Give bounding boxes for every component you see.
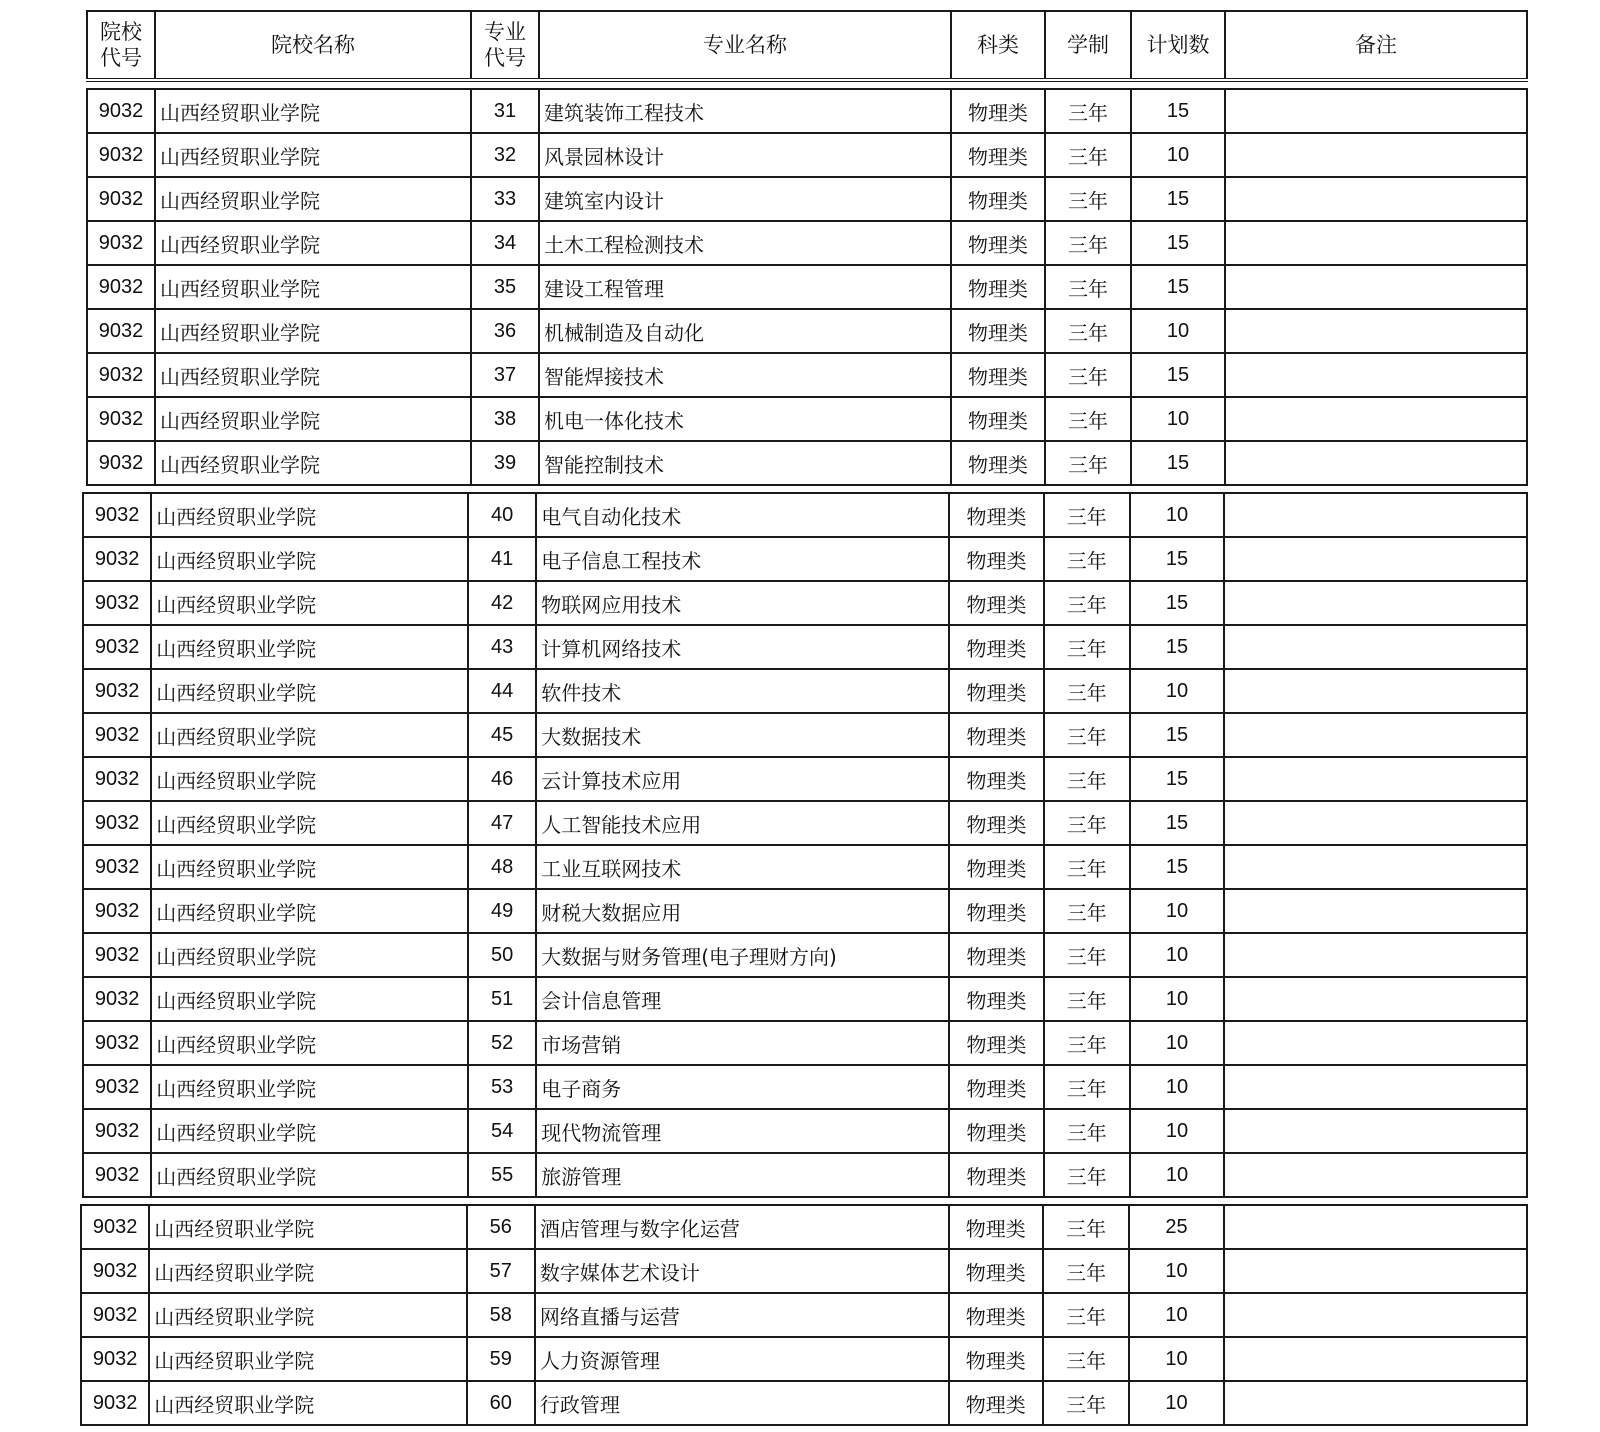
cell-category: 物理类 — [951, 441, 1045, 485]
admission-plan-sheet — [86, 10, 1526, 1426]
table-block-1 — [86, 88, 1528, 486]
table-block-3 — [80, 1204, 1528, 1426]
cell-duration: 三年 — [1044, 713, 1130, 757]
cell-school-code: 9032 — [81, 1337, 149, 1381]
cell-plan: 10 — [1131, 397, 1225, 441]
cell-school-code: 9032 — [83, 669, 151, 713]
cell-note — [1224, 669, 1527, 713]
cell-school-name: 山西经贸职业学院 — [151, 977, 468, 1021]
cell-major-name: 电子商务 — [536, 1065, 949, 1109]
cell-school-code: 9032 — [83, 1153, 151, 1197]
header-note: 备注 — [1225, 11, 1527, 80]
cell-category: 物理类 — [949, 581, 1043, 625]
table-block-2 — [82, 492, 1528, 1198]
cell-duration: 三年 — [1045, 309, 1131, 353]
cell-note — [1224, 1293, 1527, 1337]
cell-major-name: 电子信息工程技术 — [536, 537, 949, 581]
cell-major-code: 42 — [468, 581, 536, 625]
cell-school-name: 山西经贸职业学院 — [151, 713, 468, 757]
table-row — [83, 977, 1527, 1021]
cell-major-code: 48 — [468, 845, 536, 889]
cell-school-name: 山西经贸职业学院 — [151, 669, 468, 713]
header-school-code: 院校 代号 — [87, 11, 155, 80]
cell-duration: 三年 — [1044, 845, 1130, 889]
cell-duration: 三年 — [1044, 669, 1130, 713]
cell-school-name: 山西经贸职业学院 — [151, 493, 468, 537]
table-row — [87, 265, 1527, 309]
cell-school-name: 山西经贸职业学院 — [151, 757, 468, 801]
cell-major-code: 40 — [468, 493, 536, 537]
table-row — [87, 441, 1527, 485]
cell-duration: 三年 — [1044, 625, 1130, 669]
cell-category: 物理类 — [951, 309, 1045, 353]
cell-category: 物理类 — [949, 845, 1043, 889]
cell-major-name: 建设工程管理 — [539, 265, 951, 309]
table-row — [87, 177, 1527, 221]
cell-note — [1224, 1205, 1527, 1249]
table-row — [87, 353, 1527, 397]
cell-major-code: 37 — [471, 353, 539, 397]
table-row — [83, 713, 1527, 757]
cell-school-name: 山西经贸职业学院 — [155, 309, 471, 353]
cell-note — [1224, 1249, 1527, 1293]
cell-duration: 三年 — [1044, 1153, 1130, 1197]
cell-category: 物理类 — [949, 493, 1043, 537]
cell-category: 物理类 — [949, 1249, 1043, 1293]
cell-school-code: 9032 — [81, 1249, 149, 1293]
table-row — [87, 89, 1527, 133]
cell-note — [1225, 89, 1527, 133]
cell-school-name: 山西经贸职业学院 — [151, 1153, 468, 1197]
cell-note — [1224, 713, 1527, 757]
cell-school-name: 山西经贸职业学院 — [151, 889, 468, 933]
cell-plan: 10 — [1130, 669, 1224, 713]
cell-duration: 三年 — [1043, 1381, 1129, 1425]
cell-note — [1224, 1381, 1527, 1425]
cell-school-name: 山西经贸职业学院 — [155, 397, 471, 441]
cell-school-code: 9032 — [87, 309, 155, 353]
cell-school-code: 9032 — [83, 1021, 151, 1065]
cell-school-name: 山西经贸职业学院 — [149, 1249, 466, 1293]
cell-major-code: 57 — [467, 1249, 535, 1293]
cell-duration: 三年 — [1045, 441, 1131, 485]
cell-major-name: 云计算技术应用 — [536, 757, 949, 801]
cell-major-code: 47 — [468, 801, 536, 845]
cell-major-code: 33 — [471, 177, 539, 221]
cell-major-code: 36 — [471, 309, 539, 353]
cell-plan: 10 — [1130, 1021, 1224, 1065]
cell-category: 物理类 — [949, 757, 1043, 801]
cell-school-code: 9032 — [83, 1065, 151, 1109]
header-duration: 学制 — [1045, 11, 1131, 80]
cell-school-name: 山西经贸职业学院 — [151, 625, 468, 669]
cell-school-code: 9032 — [87, 397, 155, 441]
cell-duration: 三年 — [1045, 133, 1131, 177]
header-school-name: 院校名称 — [155, 11, 471, 80]
cell-category: 物理类 — [949, 1153, 1043, 1197]
header-major-code: 专业 代号 — [471, 11, 539, 80]
cell-school-name: 山西经贸职业学院 — [155, 89, 471, 133]
cell-major-name: 旅游管理 — [536, 1153, 949, 1197]
cell-plan: 10 — [1129, 1337, 1223, 1381]
cell-plan: 15 — [1131, 441, 1225, 485]
cell-duration: 三年 — [1044, 581, 1130, 625]
cell-category: 物理类 — [951, 133, 1045, 177]
cell-note — [1225, 397, 1527, 441]
cell-note — [1225, 221, 1527, 265]
cell-note — [1225, 309, 1527, 353]
cell-major-code: 56 — [467, 1205, 535, 1249]
cell-category: 物理类 — [951, 177, 1045, 221]
cell-school-name: 山西经贸职业学院 — [149, 1381, 466, 1425]
cell-school-code: 9032 — [83, 581, 151, 625]
cell-major-code: 60 — [467, 1381, 535, 1425]
cell-plan: 15 — [1131, 353, 1225, 397]
cell-note — [1224, 581, 1527, 625]
table-row — [83, 1065, 1527, 1109]
table-row — [83, 1109, 1527, 1153]
cell-school-code: 9032 — [83, 933, 151, 977]
cell-plan: 10 — [1130, 493, 1224, 537]
cell-note — [1225, 265, 1527, 309]
cell-major-code: 55 — [468, 1153, 536, 1197]
cell-school-code: 9032 — [87, 133, 155, 177]
header-category: 科类 — [951, 11, 1045, 80]
cell-category: 物理类 — [949, 1381, 1043, 1425]
cell-duration: 三年 — [1043, 1249, 1129, 1293]
cell-plan: 15 — [1131, 177, 1225, 221]
cell-duration: 三年 — [1043, 1337, 1129, 1381]
cell-category: 物理类 — [949, 669, 1043, 713]
cell-major-code: 51 — [468, 977, 536, 1021]
cell-major-name: 酒店管理与数字化运营 — [535, 1205, 949, 1249]
cell-major-name: 机电一体化技术 — [539, 397, 951, 441]
cell-school-code: 9032 — [83, 1109, 151, 1153]
cell-major-code: 45 — [468, 713, 536, 757]
table-row — [83, 581, 1527, 625]
cell-major-name: 行政管理 — [535, 1381, 949, 1425]
cell-school-code: 9032 — [81, 1381, 149, 1425]
cell-duration: 三年 — [1043, 1205, 1129, 1249]
cell-school-code: 9032 — [83, 493, 151, 537]
cell-major-name: 土木工程检测技术 — [539, 221, 951, 265]
table-row — [83, 757, 1527, 801]
cell-major-name: 软件技术 — [536, 669, 949, 713]
cell-plan: 10 — [1130, 1065, 1224, 1109]
cell-note — [1224, 1153, 1527, 1197]
cell-school-name: 山西经贸职业学院 — [149, 1205, 466, 1249]
cell-plan: 15 — [1130, 625, 1224, 669]
table-row — [81, 1381, 1527, 1425]
cell-school-code: 9032 — [83, 845, 151, 889]
cell-plan: 15 — [1130, 845, 1224, 889]
cell-major-name: 网络直播与运营 — [535, 1293, 949, 1337]
table-row — [81, 1293, 1527, 1337]
cell-plan: 15 — [1131, 89, 1225, 133]
cell-major-name: 建筑室内设计 — [539, 177, 951, 221]
cell-note — [1224, 933, 1527, 977]
cell-major-code: 44 — [468, 669, 536, 713]
cell-category: 物理类 — [949, 537, 1043, 581]
cell-major-name: 数字媒体艺术设计 — [535, 1249, 949, 1293]
cell-major-code: 41 — [468, 537, 536, 581]
cell-duration: 三年 — [1045, 397, 1131, 441]
cell-major-name: 电气自动化技术 — [536, 493, 949, 537]
cell-note — [1224, 845, 1527, 889]
cell-major-name: 大数据技术 — [536, 713, 949, 757]
cell-plan: 10 — [1130, 889, 1224, 933]
cell-school-name: 山西经贸职业学院 — [155, 133, 471, 177]
cell-major-code: 46 — [468, 757, 536, 801]
cell-school-name: 山西经贸职业学院 — [151, 933, 468, 977]
cell-plan: 10 — [1129, 1293, 1223, 1337]
cell-category: 物理类 — [949, 713, 1043, 757]
cell-duration: 三年 — [1044, 977, 1130, 1021]
cell-major-code: 32 — [471, 133, 539, 177]
cell-major-code: 31 — [471, 89, 539, 133]
cell-school-name: 山西经贸职业学院 — [151, 1065, 468, 1109]
cell-duration: 三年 — [1045, 353, 1131, 397]
table-row — [87, 309, 1527, 353]
header-major-name: 专业名称 — [539, 11, 951, 80]
cell-duration: 三年 — [1044, 933, 1130, 977]
cell-category: 物理类 — [949, 933, 1043, 977]
cell-school-code: 9032 — [87, 221, 155, 265]
cell-school-code: 9032 — [83, 757, 151, 801]
cell-school-name: 山西经贸职业学院 — [155, 221, 471, 265]
cell-category: 物理类 — [949, 977, 1043, 1021]
cell-duration: 三年 — [1045, 89, 1131, 133]
cell-major-code: 52 — [468, 1021, 536, 1065]
cell-major-name: 财税大数据应用 — [536, 889, 949, 933]
table-row — [83, 933, 1527, 977]
cell-major-code: 58 — [467, 1293, 535, 1337]
cell-duration: 三年 — [1044, 801, 1130, 845]
cell-duration: 三年 — [1044, 1021, 1130, 1065]
table-row — [83, 1021, 1527, 1065]
cell-category: 物理类 — [949, 1205, 1043, 1249]
table-row — [87, 397, 1527, 441]
cell-note — [1224, 625, 1527, 669]
table-row — [83, 669, 1527, 713]
cell-duration: 三年 — [1045, 221, 1131, 265]
cell-school-code: 9032 — [83, 801, 151, 845]
cell-category: 物理类 — [949, 801, 1043, 845]
cell-plan: 10 — [1130, 1153, 1224, 1197]
cell-note — [1224, 1021, 1527, 1065]
cell-school-name: 山西经贸职业学院 — [151, 1109, 468, 1153]
cell-plan: 15 — [1130, 537, 1224, 581]
cell-major-name: 物联网应用技术 — [536, 581, 949, 625]
cell-major-name: 机械制造及自动化 — [539, 309, 951, 353]
cell-school-name: 山西经贸职业学院 — [149, 1293, 466, 1337]
cell-major-code: 50 — [468, 933, 536, 977]
cell-category: 物理类 — [949, 1337, 1043, 1381]
cell-duration: 三年 — [1044, 1065, 1130, 1109]
cell-major-code: 43 — [468, 625, 536, 669]
cell-major-code: 39 — [471, 441, 539, 485]
cell-school-name: 山西经贸职业学院 — [155, 353, 471, 397]
cell-plan: 15 — [1130, 713, 1224, 757]
cell-major-name: 建筑装饰工程技术 — [539, 89, 951, 133]
cell-major-name: 会计信息管理 — [536, 977, 949, 1021]
table-header — [86, 10, 1528, 82]
cell-school-name: 山西经贸职业学院 — [155, 441, 471, 485]
cell-major-name: 智能焊接技术 — [539, 353, 951, 397]
cell-school-name: 山西经贸职业学院 — [151, 537, 468, 581]
table-row — [83, 493, 1527, 537]
cell-category: 物理类 — [949, 1293, 1043, 1337]
cell-note — [1224, 1109, 1527, 1153]
cell-note — [1224, 889, 1527, 933]
cell-note — [1224, 493, 1527, 537]
cell-plan: 15 — [1131, 221, 1225, 265]
cell-school-code: 9032 — [87, 441, 155, 485]
table-row — [83, 801, 1527, 845]
cell-category: 物理类 — [949, 1065, 1043, 1109]
cell-major-name: 大数据与财务管理(电子理财方向) — [536, 933, 949, 977]
cell-duration: 三年 — [1043, 1293, 1129, 1337]
cell-major-name: 智能控制技术 — [539, 441, 951, 485]
table-row — [81, 1337, 1527, 1381]
cell-note — [1224, 757, 1527, 801]
cell-major-name: 市场营销 — [536, 1021, 949, 1065]
cell-plan: 15 — [1130, 757, 1224, 801]
cell-major-code: 53 — [468, 1065, 536, 1109]
cell-school-name: 山西经贸职业学院 — [149, 1337, 466, 1381]
cell-plan: 10 — [1130, 933, 1224, 977]
cell-school-code: 9032 — [81, 1293, 149, 1337]
cell-major-name: 人力资源管理 — [535, 1337, 949, 1381]
table-row — [83, 625, 1527, 669]
cell-plan: 10 — [1129, 1249, 1223, 1293]
cell-major-code: 34 — [471, 221, 539, 265]
cell-category: 物理类 — [951, 89, 1045, 133]
cell-plan: 10 — [1129, 1381, 1223, 1425]
cell-school-code: 9032 — [87, 353, 155, 397]
cell-school-code: 9032 — [87, 177, 155, 221]
table-row — [83, 889, 1527, 933]
table-row — [83, 537, 1527, 581]
cell-major-code: 38 — [471, 397, 539, 441]
cell-note — [1224, 1337, 1527, 1381]
cell-major-name: 工业互联网技术 — [536, 845, 949, 889]
cell-major-code: 59 — [467, 1337, 535, 1381]
table-row — [81, 1249, 1527, 1293]
cell-school-name: 山西经贸职业学院 — [151, 1021, 468, 1065]
cell-duration: 三年 — [1045, 265, 1131, 309]
cell-major-name: 风景园林设计 — [539, 133, 951, 177]
cell-school-code: 9032 — [83, 625, 151, 669]
cell-school-code: 9032 — [83, 713, 151, 757]
cell-category: 物理类 — [951, 353, 1045, 397]
cell-major-code: 35 — [471, 265, 539, 309]
table-row — [87, 133, 1527, 177]
table-row — [83, 1153, 1527, 1197]
cell-major-code: 54 — [468, 1109, 536, 1153]
cell-category: 物理类 — [949, 625, 1043, 669]
cell-category: 物理类 — [949, 1021, 1043, 1065]
cell-school-code: 9032 — [83, 537, 151, 581]
cell-category: 物理类 — [951, 265, 1045, 309]
cell-plan: 15 — [1131, 265, 1225, 309]
cell-note — [1224, 977, 1527, 1021]
cell-category: 物理类 — [951, 397, 1045, 441]
cell-major-name: 计算机网络技术 — [536, 625, 949, 669]
cell-school-code: 9032 — [87, 265, 155, 309]
cell-plan: 10 — [1131, 133, 1225, 177]
cell-school-code: 9032 — [83, 889, 151, 933]
cell-note — [1225, 441, 1527, 485]
cell-note — [1225, 353, 1527, 397]
cell-duration: 三年 — [1044, 1109, 1130, 1153]
cell-duration: 三年 — [1045, 177, 1131, 221]
cell-major-name: 人工智能技术应用 — [536, 801, 949, 845]
cell-category: 物理类 — [949, 1109, 1043, 1153]
cell-note — [1225, 133, 1527, 177]
cell-note — [1224, 537, 1527, 581]
cell-plan: 15 — [1130, 801, 1224, 845]
cell-major-name: 现代物流管理 — [536, 1109, 949, 1153]
cell-plan: 15 — [1130, 581, 1224, 625]
table-row — [87, 221, 1527, 265]
cell-plan: 10 — [1130, 1109, 1224, 1153]
cell-note — [1224, 801, 1527, 845]
cell-duration: 三年 — [1044, 889, 1130, 933]
cell-school-name: 山西经贸职业学院 — [155, 177, 471, 221]
cell-school-name: 山西经贸职业学院 — [155, 265, 471, 309]
table-row — [83, 845, 1527, 889]
cell-category: 物理类 — [951, 221, 1045, 265]
cell-duration: 三年 — [1044, 757, 1130, 801]
cell-school-name: 山西经贸职业学院 — [151, 581, 468, 625]
cell-category: 物理类 — [949, 889, 1043, 933]
table-row — [81, 1205, 1527, 1249]
cell-plan: 25 — [1129, 1205, 1223, 1249]
cell-major-code: 49 — [468, 889, 536, 933]
cell-note — [1225, 177, 1527, 221]
header-plan: 计划数 — [1131, 11, 1225, 80]
cell-school-code: 9032 — [83, 977, 151, 1021]
cell-duration: 三年 — [1044, 537, 1130, 581]
cell-plan: 10 — [1130, 977, 1224, 1021]
cell-plan: 10 — [1131, 309, 1225, 353]
cell-school-name: 山西经贸职业学院 — [151, 801, 468, 845]
cell-school-code: 9032 — [87, 89, 155, 133]
cell-school-code: 9032 — [81, 1205, 149, 1249]
cell-duration: 三年 — [1044, 493, 1130, 537]
cell-school-name: 山西经贸职业学院 — [151, 845, 468, 889]
cell-note — [1224, 1065, 1527, 1109]
header-row — [87, 11, 1527, 80]
